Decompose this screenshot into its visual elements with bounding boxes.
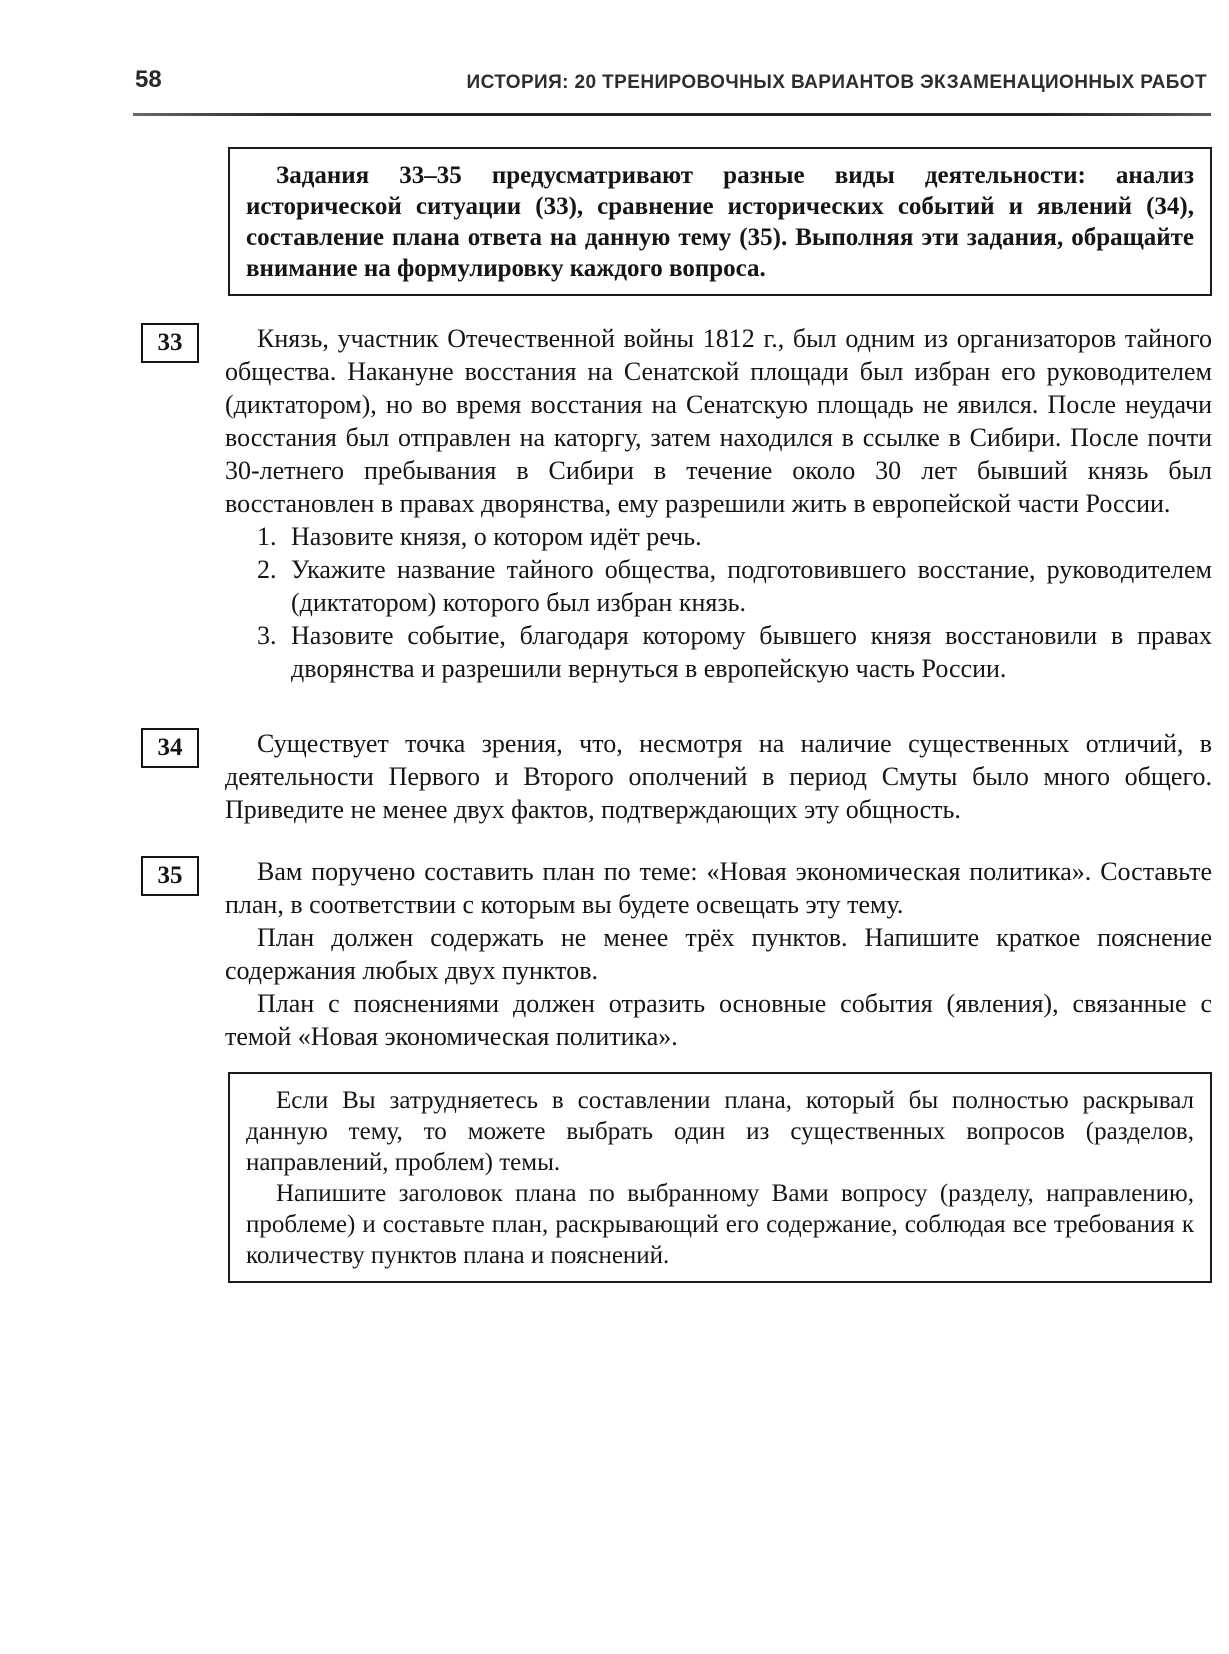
hint-paragraph-2: Напишите заголовок плана по выбранному Вами вопросу (разделу, направлению, проблеме) и составьте план, раскрывающий его содержание, соблюдая все требования к количеству пунктов плана и пояснений. [246, 1180, 1194, 1269]
intro-instructions-box [228, 147, 1212, 296]
header-rule [133, 113, 1211, 116]
task-33-question-1 [257, 520, 1212, 553]
page-header [135, 68, 1207, 92]
task-33-body [225, 322, 1212, 685]
hint-paragraph-1: Если Вы затрудняетесь в составлении плана, который бы полностью раскрывал данную тему, то можете выбрать один из существенных вопросов (разделов, направлений, проблем) темы. [246, 1087, 1194, 1176]
task-33-question-3 [257, 619, 1212, 685]
question-1-marker: 1. [257, 522, 277, 551]
question-3-marker: 3. [257, 621, 277, 650]
task-34-number-box: 34 [141, 728, 199, 768]
task-34 [0, 727, 1229, 826]
question-3-text: Назовите событие, благодаря которому бывшего князя восстановили в правах дворянства и разрешили вернуться в европейскую часть России. [291, 621, 1212, 683]
question-2-marker: 2. [257, 555, 277, 584]
task-35-number-box: 35 [141, 856, 199, 896]
hint-box [228, 1072, 1212, 1283]
task-33-question-list [257, 520, 1212, 685]
task-33-question-2 [257, 553, 1212, 619]
question-1-text: Назовите князя, о котором идёт речь. [291, 522, 702, 551]
task-35 [0, 855, 1229, 1053]
task-33-paragraph: Князь, участник Отечественной войны 1812 г., был одним из организаторов тайного общества. Накануне восстания на Сенатской площади был избран его руководителем (диктатором), но во время восстания на Сенатскую площадь не явился. После неудачи восстания был отправлен на каторгу, затем находился в ссылке в Сибири. После почти 30-летнего пребывания в Сибири в течение около 30 лет бывший князь был восстановлен в правах дворянства, ему разрешили жить в европейской части России. [225, 324, 1212, 518]
question-2-text: Укажите название тайного общества, подготовившего восстание, руководителем (диктатором) которого был избран князь. [291, 555, 1212, 617]
task-34-body [225, 727, 1212, 826]
task-34-paragraph: Существует точка зрения, что, несмотря на наличие существенных отличий, в деятельности Первого и Второго ополчений в период Смуты было много общего. Приведите не менее двух фактов, подтверждающих эту общность. [225, 729, 1212, 824]
task-35-body [225, 855, 1212, 1053]
task-35-paragraph-3: План с пояснениями должен отразить основные события (явления), связанные с темой «Новая экономическая политика». [225, 989, 1212, 1051]
intro-instructions-text: Задания 33–35 предусматривают разные виды деятельности: анализ исторической ситуации (33), сравнение исторических событий и явлений (34), составление плана ответа на данную тему (35). Выполняя эти задания, обращайте внимание на формулировку каждого вопроса. [246, 162, 1194, 282]
header-title: ИСТОРИЯ: 20 ТРЕНИРОВОЧНЫХ ВАРИАНТОВ ЭКЗАМЕНАЦИОННЫХ РАБОТ [466, 72, 1207, 93]
task-35-paragraph-1: Вам поручено составить план по теме: «Новая экономическая политика». Составьте план, в соответствии с которым вы будете освещать эту тему. [225, 857, 1212, 919]
task-33-number-box: 33 [141, 323, 199, 363]
task-33 [0, 322, 1229, 685]
page-number: 58 [135, 66, 162, 93]
task-35-paragraph-2: План должен содержать не менее трёх пунктов. Напишите краткое пояснение содержания любых двух пунктов. [225, 923, 1212, 985]
